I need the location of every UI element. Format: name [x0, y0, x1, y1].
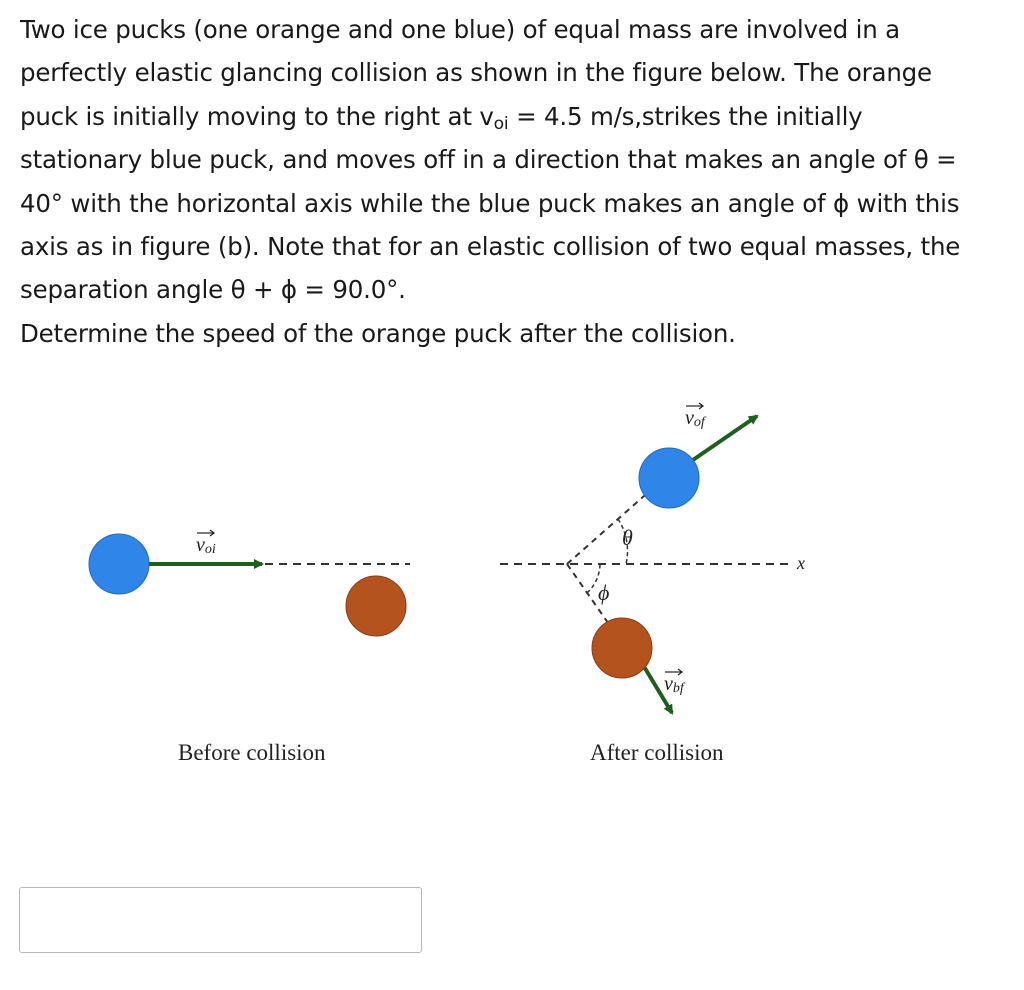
collision-figure — [0, 370, 1024, 790]
blue-puck-before — [89, 534, 149, 594]
question-prompt: Determine the speed of the orange puck after the collision. — [20, 318, 736, 348]
v-bf-label: vbf — [664, 673, 684, 696]
question-line: perfectly elastic glancing collision as shown in the figure below. The orange — [20, 58, 932, 88]
orange-puck-before — [346, 576, 406, 636]
before-collision-panel — [89, 530, 410, 765]
collision-diagram — [0, 370, 1024, 790]
before-caption: Before collision — [178, 740, 326, 765]
question-line: separation angle θ + ϕ = 90.0°. — [20, 275, 406, 305]
theta-label: θ — [622, 525, 633, 550]
after-collision-panel — [500, 403, 805, 765]
orange-path-dashed — [567, 489, 652, 564]
phi-label: ϕ — [598, 580, 610, 605]
orange-puck-after — [592, 618, 652, 678]
question-line: axis as in figure (b). Note that for an elastic collision of two equal masses, the — [20, 232, 961, 262]
question-line: stationary blue puck, and moves off in a direction that makes an angle of θ = — [20, 145, 957, 175]
blue-puck-after — [639, 448, 699, 508]
question-line: puck is initially moving to the right at $v_{oi} = 4.5$ m/s,strikes the initially — [20, 101, 863, 134]
question-line: Two ice pucks (one orange and one blue) of equal mass are involved in a — [20, 15, 900, 44]
question-line: 40° with the horizontal axis while the blue puck makes an angle of ϕ with this — [20, 188, 960, 218]
x-axis-label: x — [797, 553, 805, 573]
v-oi-label: voi — [196, 534, 216, 557]
after-caption: After collision — [590, 740, 724, 765]
answer-input[interactable] — [19, 887, 422, 953]
v-of-label: vof — [685, 407, 705, 430]
question-text — [20, 8, 1010, 355]
